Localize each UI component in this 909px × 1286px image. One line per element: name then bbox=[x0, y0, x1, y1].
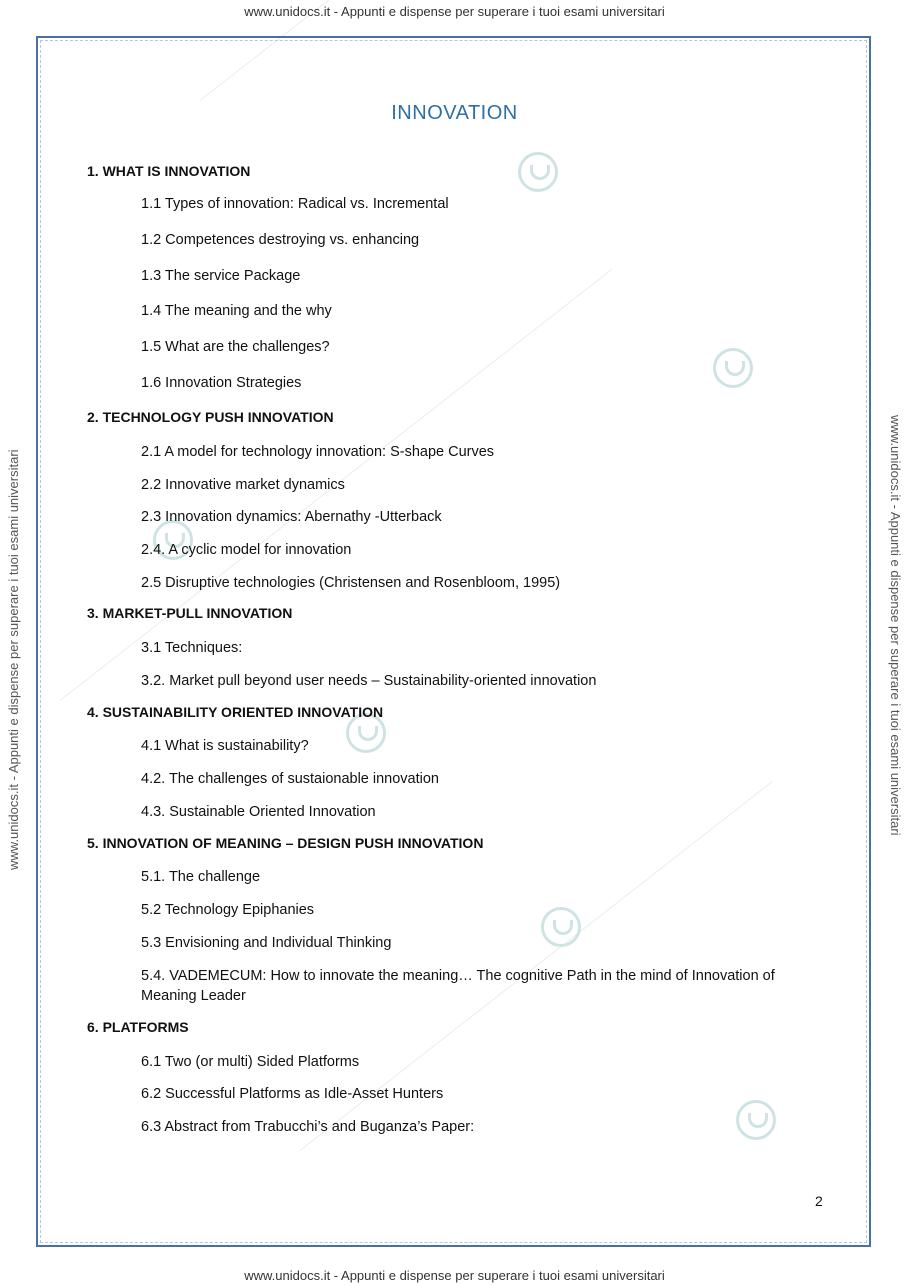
toc-entry: 1.2 Competences destroying vs. enhancing bbox=[141, 232, 420, 248]
toc-entry: 2.4. A cyclic model for innovation bbox=[141, 542, 352, 558]
toc-entry: 4.1 What is sustainability? bbox=[141, 738, 309, 754]
toc-entry: 1.4 The meaning and the why bbox=[141, 303, 332, 319]
toc-entry: 6.3 Abstract from Trabucchi’s and Buganza’s Paper: bbox=[141, 1119, 475, 1135]
toc-entry: 2.2 Innovative market dynamics bbox=[141, 477, 345, 493]
page-number: 2 bbox=[815, 1193, 823, 1209]
toc-entry: 1.6 Innovation Strategies bbox=[141, 375, 302, 391]
toc-entry: 4.3. Sustainable Oriented Innovation bbox=[141, 804, 376, 820]
footer-watermark: www.unidocs.it - Appunti e dispense per superare i tuoi esami universitari bbox=[244, 1268, 665, 1283]
toc-entry: 2.5 Disruptive technologies (Christensen and Rosenbloom, 1995) bbox=[141, 575, 561, 591]
toc-entry: 2.3 Innovation dynamics: Abernathy -Utterback bbox=[141, 509, 442, 525]
toc-entry: 5.3 Envisioning and Individual Thinking bbox=[141, 935, 392, 951]
toc-entry: 3.1 Techniques: bbox=[141, 640, 243, 656]
toc-entry: 6.1 Two (or multi) Sided Platforms bbox=[141, 1054, 360, 1070]
toc-entry: 1.1 Types of innovation: Radical vs. Incremental bbox=[141, 196, 449, 212]
toc-entry: 5.2 Technology Epiphanies bbox=[141, 902, 315, 918]
document-title: INNOVATION bbox=[391, 102, 518, 124]
toc-entry: 4.2. The challenges of sustaionable innovation bbox=[141, 771, 440, 787]
toc-entry: 1.3 The service Package bbox=[141, 268, 301, 284]
toc-entry: 5.1. The challenge bbox=[141, 869, 261, 885]
left-side-watermark: www.unidocs.it - Appunti e dispense per superare i tuoi esami universitari bbox=[6, 449, 21, 870]
toc-entry: 2.1 A model for technology innovation: S-shape Curves bbox=[141, 444, 495, 460]
toc-entry: 6.2 Successful Platforms as Idle-Asset Hunters bbox=[141, 1086, 444, 1102]
toc-section-heading: 6. PLATFORMS bbox=[87, 1019, 189, 1035]
toc-section-heading: 1. WHAT IS INNOVATION bbox=[87, 163, 251, 179]
toc-section-heading: 5. INNOVATION OF MEANING – DESIGN PUSH INNOVATION bbox=[87, 835, 484, 851]
toc-entry: 3.2. Market pull beyond user needs – Sustainability-oriented innovation bbox=[141, 673, 597, 689]
toc-entry: 5.4. VADEMECUM: How to innovate the meaning… The cognitive Path in the mind of Innovation of Meaning Leader bbox=[141, 968, 775, 1004]
right-side-watermark: www.unidocs.it - Appunti e dispense per superare i tuoi esami universitari bbox=[888, 415, 903, 836]
toc-section-heading: 3. MARKET-PULL INNOVATION bbox=[87, 605, 293, 621]
toc-section-heading: 4. SUSTAINABILITY ORIENTED INNOVATION bbox=[87, 704, 384, 720]
toc-entry: 1.5 What are the challenges? bbox=[141, 339, 330, 355]
header-watermark: www.unidocs.it - Appunti e dispense per superare i tuoi esami universitari bbox=[244, 4, 665, 19]
toc-section-heading: 2. TECHNOLOGY PUSH INNOVATION bbox=[87, 409, 334, 425]
